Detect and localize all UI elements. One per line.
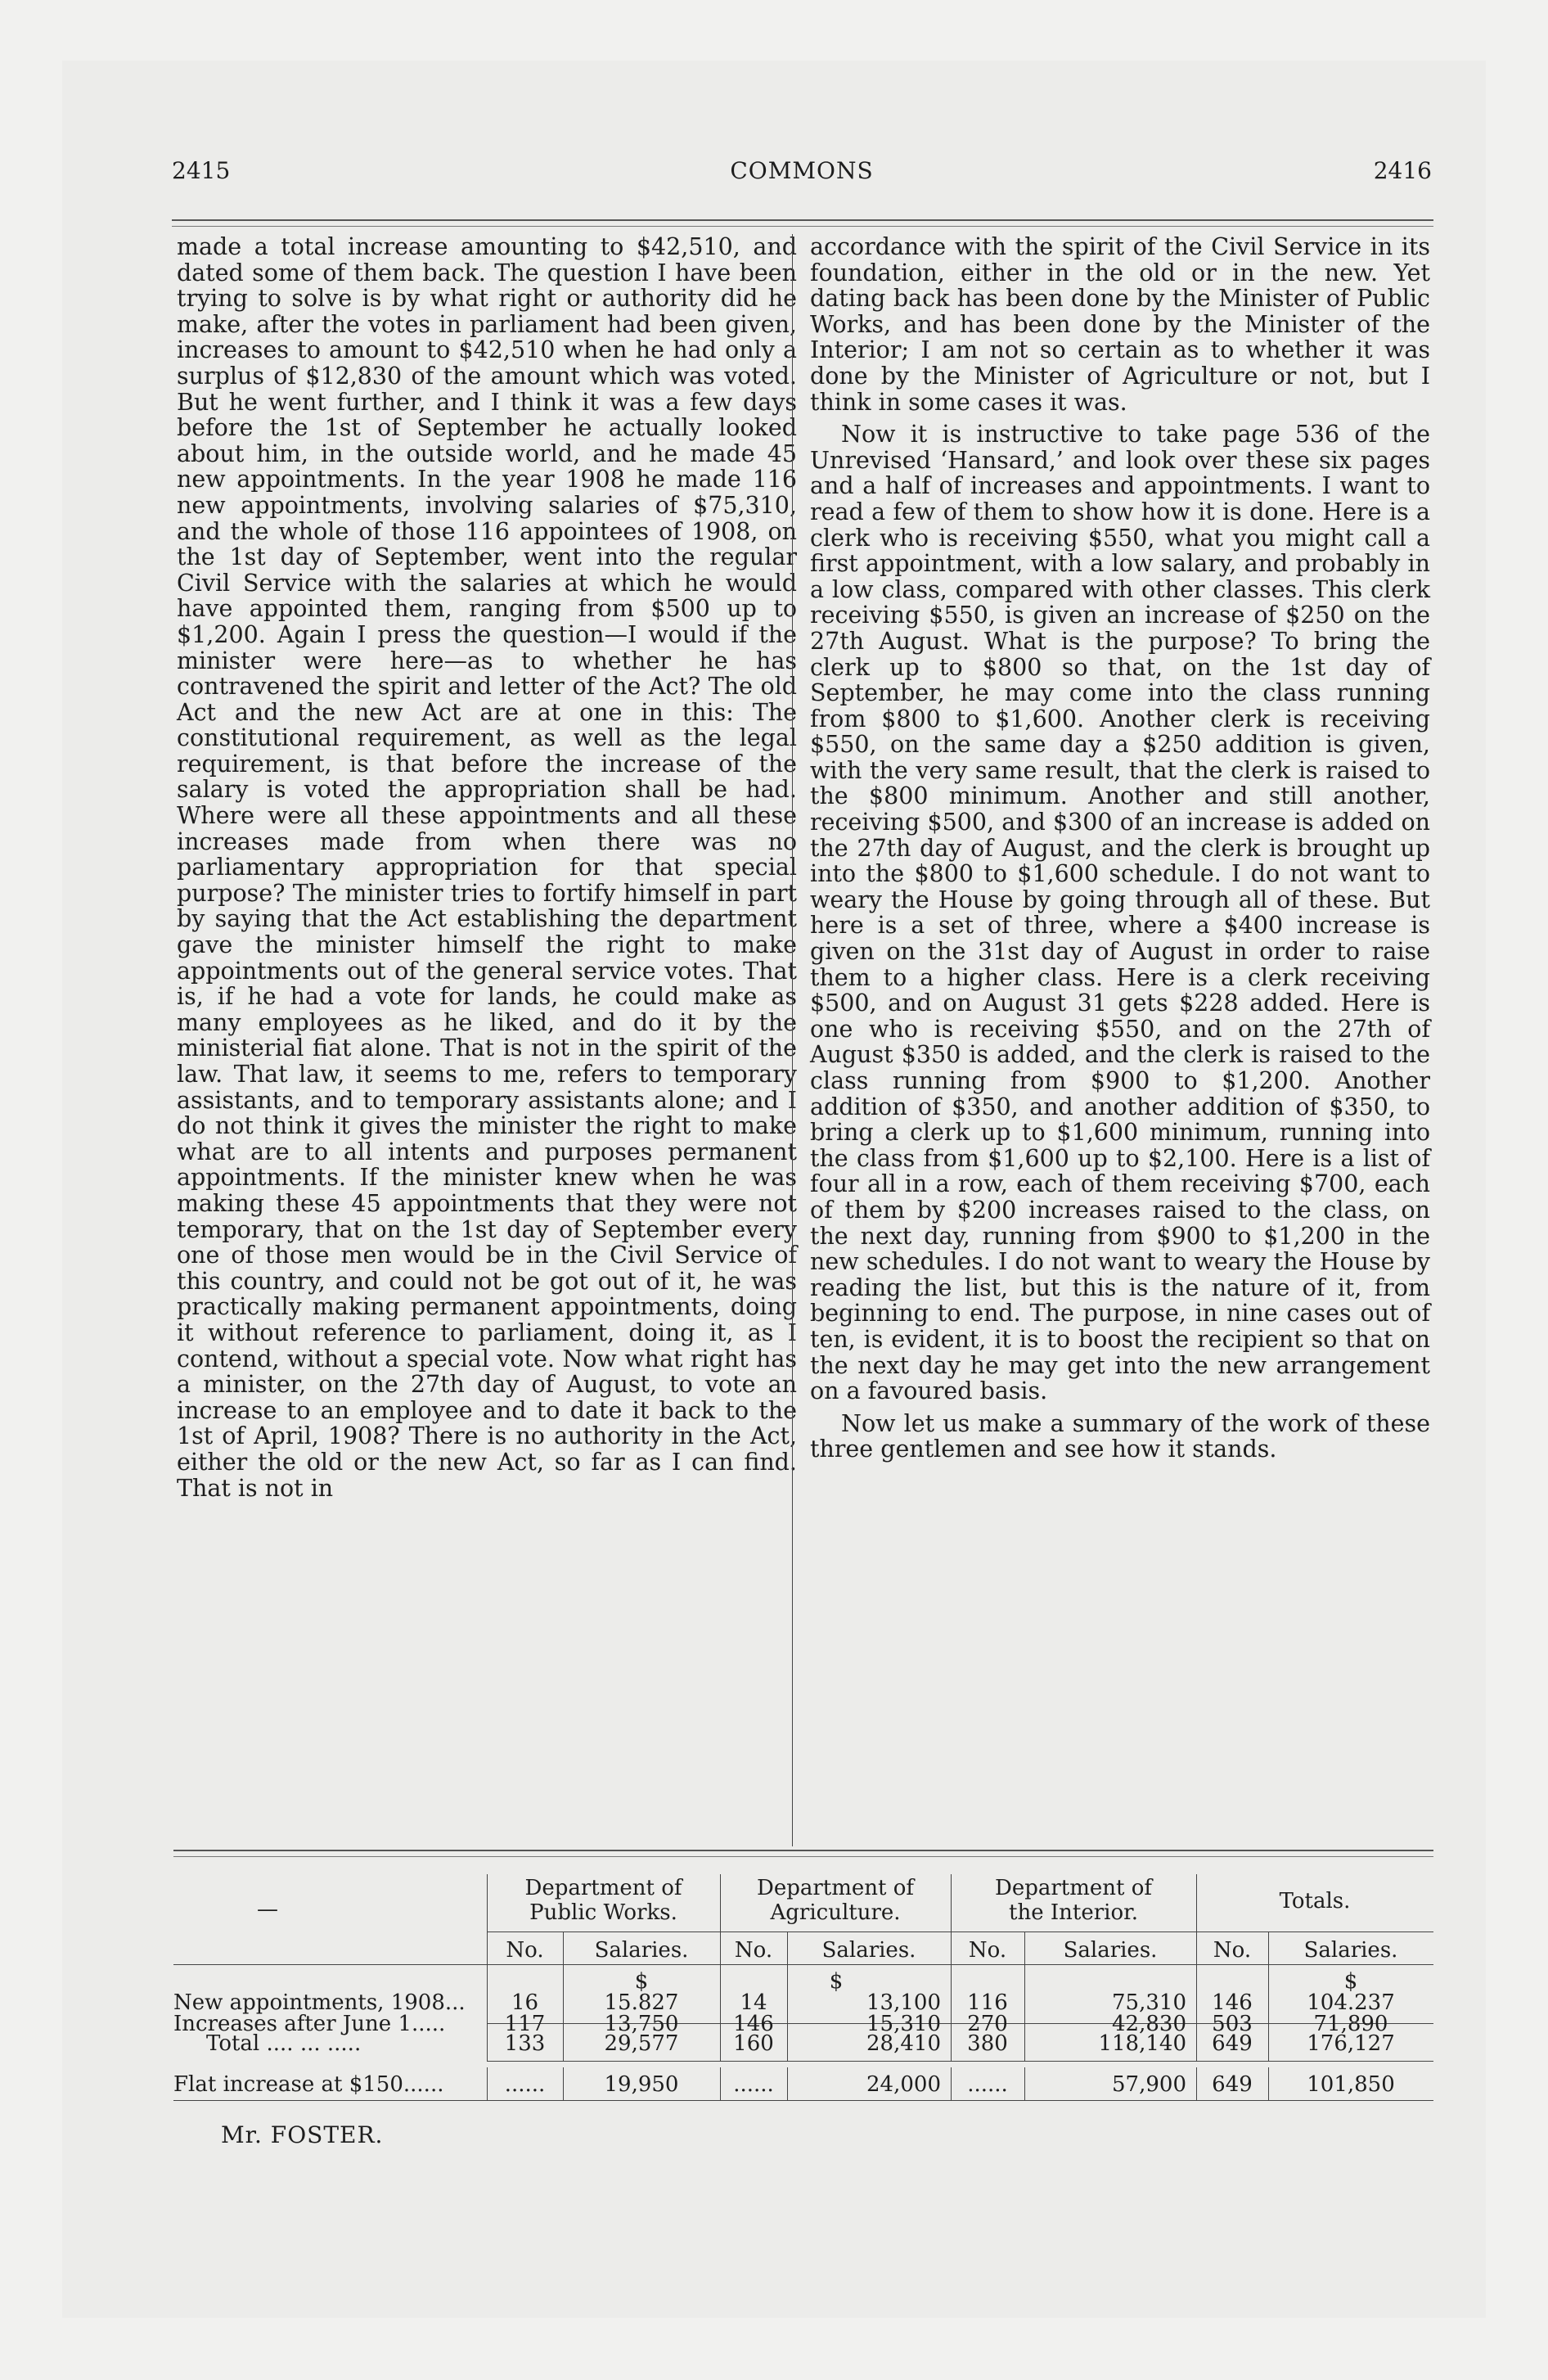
stub-header: — [257, 1897, 278, 1922]
sub-header-salaries: Salaries. [821, 1938, 916, 1963]
table-cell: 71,890 [1313, 2012, 1388, 2036]
table-cell: ...... [504, 2072, 546, 2097]
table-cell: 19,950 [604, 2072, 679, 2097]
table-cell: 380 [967, 2031, 1008, 2056]
table-cell: 176,127 [1307, 2031, 1395, 2056]
table-cell: 146 [733, 2012, 774, 2036]
header-rule-thin [172, 226, 1433, 227]
left-column [177, 234, 797, 1501]
summary-table [173, 1866, 1433, 2071]
table-cell: 16 [511, 1990, 539, 2015]
table-cell: 13,100 [866, 1990, 941, 2015]
table-cell: 101,850 [1307, 2072, 1395, 2097]
sub-header-salaries: Salaries. [594, 1938, 689, 1963]
table-cell: 13,750 [604, 2012, 679, 2036]
table-cell: 118,140 [1098, 2031, 1186, 2056]
paragraph: made a total increase amounting to $42,510, and dated some of them back. The question I have been trying to solve is by what right or authority did he make, after the votes in parliament had been given, increases to amount to $42,510 when he had only a surplus of $12,830 of the amount which was voted. But he went further, and I think it was a few days before the 1st of September he actually looked about him, in the outside world, and he made 45 new appointments. In the year 1908 he made 116 new appointments, involving salaries of $75,310, and the whole of those 116 appointees of 1908, on the 1st day of September, went into the regular Civil Service with the salaries at which he would have appointed them, ranging from $500 up to $1,200. Again I press the question—I would if the minister were here—as to whether he has contravened the spirit and letter of the Act? The old Act and the new Act are at one in this: The constitutional requirement, as well as the legal requirement, is that before the increase of the salary is voted the appropriation shall be had. Where were all these appointments and all these increases made from when there was no parliamentary appropriation for that special purpose? The minister tries to fortify himself in part by saying that the Act establishing the department gave the minister himself the right to make appointments out of the general service votes. That is, if he had a vote for lands, he could make as many employees as he liked, and do it by the ministerial fiat alone. That is not in the spirit of the law. That law, it seems to me, refers to temporary assistants, and to temporary assistants alone; and I do not think it gives the minister the right to make what are to all intents and purposes permanent appointments. If the minister knew when he was making these 45 appointments that they were not temporary, that on the 1st day of September every one of those men would be in the Civil Service of this country, and could not be got out of it, he was practically making permanent appointments, doing it without reference to parliament, doing it, as I contend, without a special vote. Now what right has a minister, on the 27th day of August, to vote an increase to an employee and to date it back to the 1st of April, 1908? There is no authority in the Act, either the old or the new Act, so far as I can find. That is not in [177, 233, 797, 1502]
sub-header-salaries: Salaries. [1303, 1938, 1398, 1963]
table-cell: 503 [1212, 2012, 1253, 2036]
paragraph: accordance with the spirit of the Civil Service in its foundation, either in the old or in the new. Yet dating back has been done by the Minister of Public Works, and has been done by the Minister of the Interior; I am not so certain as to whether it was done by the Minister of Agriculture or not, but I think in some cases it was. [810, 233, 1430, 416]
table-cell: 24,000 [866, 2072, 941, 2097]
group-header-line2: Public Works. [529, 1900, 677, 1925]
table-cell: 160 [733, 2031, 774, 2056]
row-label: New appointments, 1908... [173, 1990, 466, 2015]
table-cell: 75,310 [1112, 1990, 1186, 2015]
speaker-name: Mr. FOSTER. [221, 2121, 384, 2148]
table-cell: 146 [1212, 1990, 1253, 2015]
currency-mark: $ [634, 1969, 649, 1994]
table-top-rule-thin [173, 1856, 1433, 1857]
table-line [173, 1964, 1433, 1965]
page-header [172, 157, 1432, 190]
table-cell: 28,410 [866, 2031, 941, 2056]
table-cell: 104.237 [1307, 1990, 1395, 2015]
group-header-line1: Department of [994, 1876, 1153, 1900]
group-header-line2: Agriculture. [770, 1900, 901, 1925]
table-cell: 29,577 [604, 2031, 679, 2056]
row-label: Flat increase at $150...... [173, 2072, 444, 2097]
sub-header-salaries: Salaries. [1063, 1938, 1158, 1963]
currency-mark: $ [1343, 1969, 1358, 1994]
sub-header-no: No. [734, 1938, 773, 1963]
group-header-line1: Department of [756, 1876, 915, 1900]
paragraph: Now it is instructive to take page 536 of the Unrevised ‘Hansard,’ and look over these six pages and a half of increases and appointments. I want to read a few of them to show how it is done. Here is a clerk who is receiving $550, what you might call a first appointment, with a low salary, and probably in a low class, compared with other classes. This clerk receiving $550, is given an increase of $250 on the 27th August. What is the purpose? To bring the clerk up to $800 so that, on the 1st day of September, he may come into the class running from $800 to $1,600. Another clerk is receiving $550, on the same day a $250 addition is given, with the very same result, that the clerk is raised to the $800 minimum. Another and still another, receiving $500, and $300 of an increase is added on the 27th day of August, and the clerk is brought up into the $800 to $1,600 schedule. I do not want to weary the House by going through all of these. But here is a set of three, where a $400 increase is given on the 31st day of August in order to raise them to a higher class. Here is a clerk receiving $500, and on August 31 gets $228 added. Here is one who is receiving $550, and on the 27th of August $350 is added, and the clerk is raised to the class running from $900 to $1,200. Another addition of $350, and another addition of $350, to bring a clerk up to $1,600 minimum, running into the class from $1,600 up to $2,100. Here is a list of four all in a row, each of them receiving $700, each of them by $200 increases raised to the class, on the next day, running from $900 to $1,200 in the new schedules. I do not want to weary the House by reading the list, but this is the nature of it, from beginning to end. The purpose, in nine cases out of ten, is evident, it is to boost the recipient so that on the next day he may get into the new arrangement on a favoured basis. [810, 421, 1430, 1405]
group-header-line1: Totals. [1279, 1889, 1351, 1913]
table-cell: 42,830 [1112, 2012, 1186, 2036]
table-line [487, 1931, 1433, 1932]
page-number-left: 2415 [172, 157, 231, 184]
sub-header-no: No. [968, 1938, 1007, 1963]
table-cell: 649 [1212, 2072, 1253, 2097]
paragraph: Now let us make a summary of the work of these three gentlemen and see how it stands. [810, 1409, 1430, 1463]
table-cell: 15,310 [866, 2012, 941, 2036]
row-label: Total .... ... ..... [206, 2031, 362, 2056]
column-divider [792, 234, 793, 1846]
header-rule [172, 219, 1433, 221]
table-cell: 649 [1212, 2031, 1253, 2056]
table-cell: 57,900 [1112, 2072, 1186, 2097]
sub-header-no: No. [506, 1938, 544, 1963]
table-cell: 116 [967, 1990, 1008, 2015]
table-top-rule [173, 1850, 1433, 1851]
page-number-right: 2416 [1373, 157, 1432, 184]
table-bottom-rule [173, 2100, 1433, 2101]
currency-mark: $ [829, 1969, 844, 1994]
table-cell: ...... [967, 2072, 1008, 2097]
running-title: COMMONS [730, 157, 874, 184]
row-label: Increases after June 1..... [173, 2012, 446, 2036]
group-header-line1: Department of [524, 1876, 682, 1900]
table-cell: 117 [504, 2012, 546, 2036]
table-cell: 270 [967, 2012, 1008, 2036]
group-header-line2: the Interior. [1009, 1900, 1138, 1925]
table-cell: 15.827 [604, 1990, 679, 2015]
summary-table-flat-row [173, 2067, 1433, 2103]
table-cell: 14 [740, 1990, 767, 2015]
table-line [487, 2061, 1433, 2062]
right-column [810, 234, 1430, 1463]
table-cell: 133 [504, 2031, 546, 2056]
sub-header-no: No. [1213, 1938, 1252, 1963]
table-cell: ...... [733, 2072, 774, 2097]
